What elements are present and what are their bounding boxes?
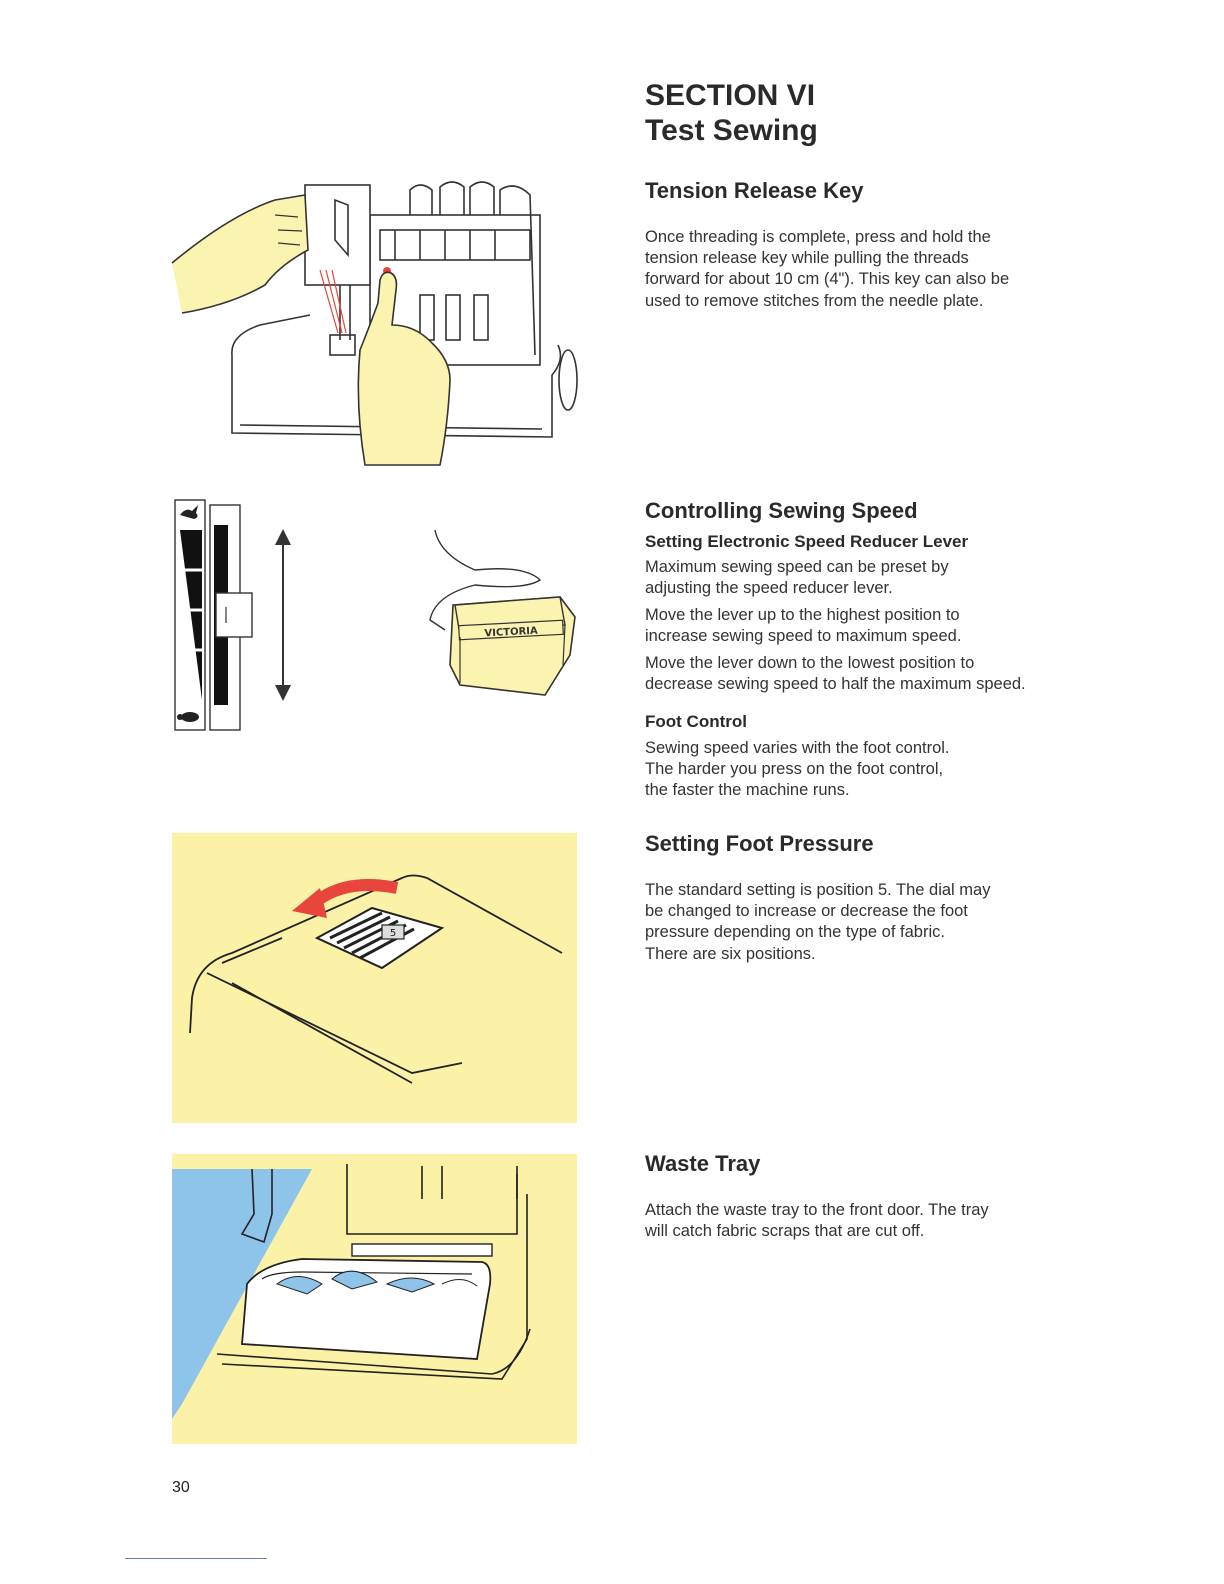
waste-tray-text: Attach the waste tray to the front door. The tray will catch fabric scraps that are cut off. <box>645 1201 989 1241</box>
up-down-arrow-icon <box>270 525 300 705</box>
tension-release-heading: Tension Release Key <box>645 178 864 203</box>
foot-control-illustration <box>415 525 585 705</box>
section-name: Test Sewing <box>645 114 818 147</box>
speed-reducer-lever-illustration <box>170 495 280 735</box>
section-title <box>645 78 818 148</box>
footer-divider <box>125 1558 267 1559</box>
sewing-speed-heading: Controlling Sewing Speed <box>645 498 918 523</box>
foot-control-heading: Foot Control <box>645 712 747 731</box>
foot-pressure-heading: Setting Foot Pressure <box>645 831 874 856</box>
section-number: SECTION VI <box>645 79 816 112</box>
speed-reducer-text-1: Maximum sewing speed can be preset by adjusting the speed reducer lever. <box>645 558 949 598</box>
foot-control-text: Sewing speed varies with the foot control. The harder you press on the foot control, the faster the machine runs. <box>645 739 950 800</box>
speed-reducer-text-3: Move the lever down to the lowest position to decrease sewing speed to half the maximum speed. <box>645 654 1026 694</box>
speed-reducer-heading: Setting Electronic Speed Reducer Lever <box>645 532 969 551</box>
waste-tray-heading: Waste Tray <box>645 1151 761 1176</box>
foot-pressure-text: The standard setting is position 5. The dial may be changed to increase or decrease the foot pressure depending on the type of fabric. There are six positions. <box>645 881 991 963</box>
dial-number: 5 <box>389 928 397 939</box>
page-number: 30 <box>172 1479 190 1496</box>
tension-release-text: Once threading is complete, press and hold the tension release key while pulling the threads forward for about 10 cm (4"). This key can also be used to remove stitches from the needle plate. <box>645 228 1010 310</box>
tension-release-illustration <box>170 175 590 475</box>
foot-control-brand: VICTORIA <box>484 625 539 640</box>
waste-tray-illustration <box>172 1154 577 1444</box>
foot-pressure-dial-illustration <box>172 833 577 1123</box>
speed-reducer-text-2: Move the lever up to the highest position to increase sewing speed to maximum speed. <box>645 606 962 646</box>
